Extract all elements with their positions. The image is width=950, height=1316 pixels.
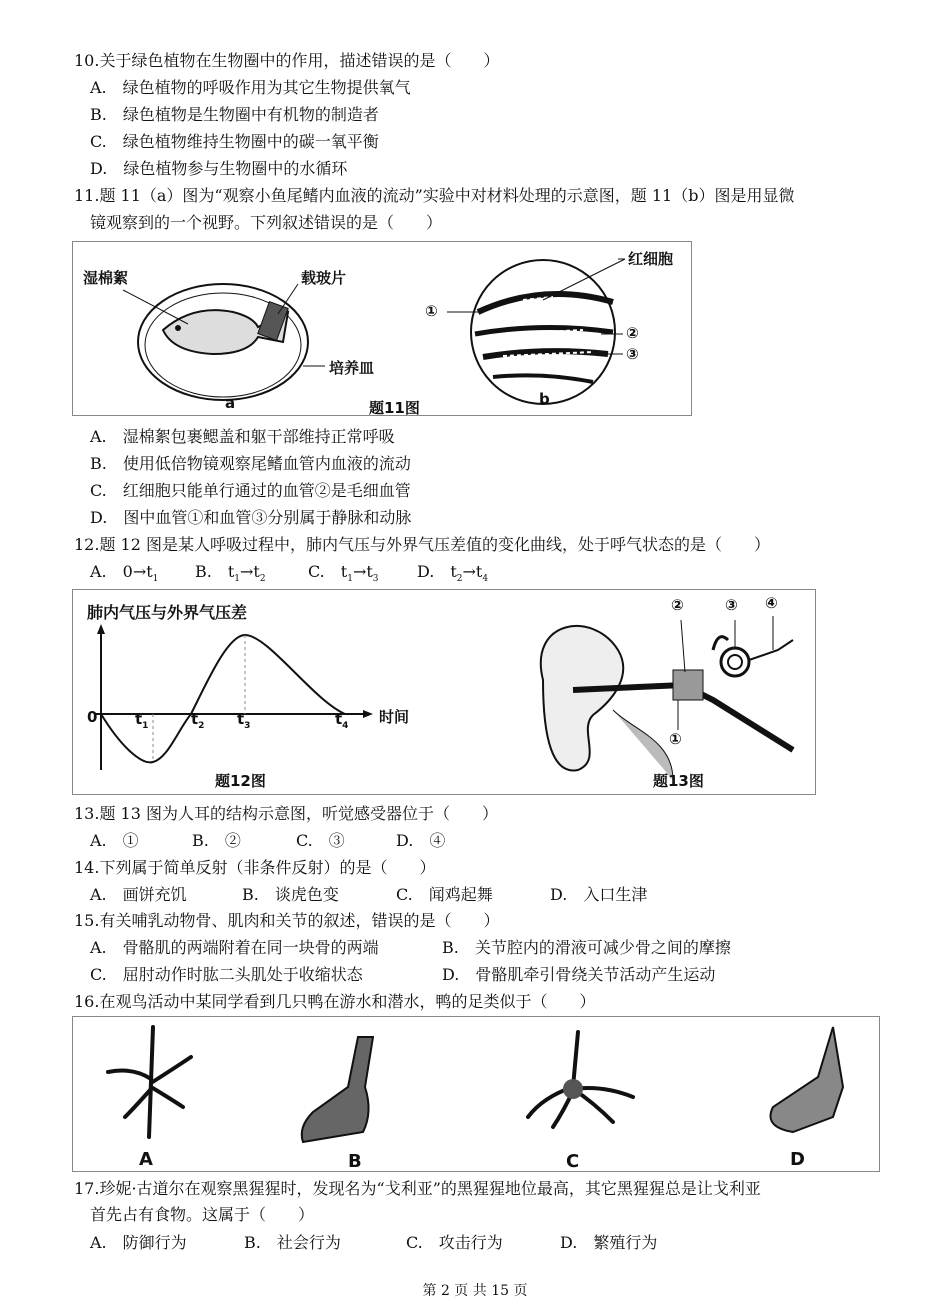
figure-12-t1: $t_1$	[135, 710, 149, 731]
figure-16-label-b: B	[348, 1151, 362, 1172]
label-wet-cotton: 湿棉絮	[83, 269, 129, 287]
q14-option-d: D. 入口生津	[550, 885, 648, 904]
figure-12-13	[72, 589, 816, 795]
q15-option-d: D. 骨骼肌牵引骨绕关节活动产生运动	[442, 965, 716, 984]
figure-11	[72, 241, 692, 416]
q17-option-a: A. 防御行为	[90, 1233, 187, 1252]
figure-16-label-d: D	[790, 1149, 805, 1170]
q15-option-c: C. 屈肘动作时肱二头肌处于收缩状态	[90, 965, 363, 984]
figure-13-label-3: ③	[725, 596, 738, 614]
q14-option-c: C. 闻鸡起舞	[396, 885, 493, 904]
figure-13-caption: 题13图	[653, 772, 704, 790]
q15-options-row1	[90, 937, 870, 959]
q11-option-b: B. 使用低倍物镜观察尾鳍血管内血液的流动	[90, 454, 411, 473]
q11-stem-line1: 11.题 11（a）图为“观察小鱼尾鳍内血液的流动”实验中对材料处理的示意图，题 11（b）图是用显微	[74, 186, 795, 205]
q10-option-a: A. 绿色植物的呼吸作用为其它生物提供氧气	[90, 78, 411, 97]
q10-option-d: D. 绿色植物参与生物圈中的水循环	[90, 159, 348, 178]
q15-stem: 15.有关哺乳动物骨、肌肉和关节的叙述，错误的是（ ）	[74, 911, 500, 930]
q12-stem: 12.题 12 图是某人呼吸过程中，肺内气压与外界气压差值的变化曲线，处于呼气状态的是（ ）	[74, 535, 770, 554]
figure-12-ylabel: 肺内气压与外界气压差	[87, 603, 248, 622]
q14-option-a: A. 画饼充饥	[90, 885, 187, 904]
label-vessel-3: ③	[626, 345, 639, 363]
label-b: b	[539, 390, 550, 408]
q15-option-b: B. 关节腔内的滑液可减少骨之间的摩擦	[442, 938, 731, 957]
label-a: a	[225, 394, 236, 412]
figure-12-t2: $t_2$	[191, 710, 205, 731]
q12-option-a: A. $0\to t_1$	[90, 562, 159, 585]
figure-12-origin: 0	[87, 708, 98, 726]
q17-options	[90, 1232, 790, 1254]
q16-stem: 16.在观鸟活动中某同学看到几只鸭在游水和潜水，鸭的足类似于（ ）	[74, 992, 596, 1011]
q15-option-a: A. 骨骼肌的两端附着在同一块骨的两端	[90, 938, 379, 957]
q11-option-a: A. 湿棉絮包裹鳃盖和躯干部维持正常呼吸	[90, 427, 395, 446]
figure-16-label-a: A	[139, 1149, 153, 1170]
q14-options	[90, 884, 790, 906]
q13-option-c: C. ③	[296, 831, 345, 850]
q13-options	[90, 830, 590, 852]
figure-13-label-1: ①	[669, 730, 682, 748]
label-vessel-1: ①	[425, 302, 438, 320]
q11-option-d: D. 图中血管①和血管③分别属于静脉和动脉	[90, 508, 412, 527]
label-slide: 载玻片	[301, 269, 347, 287]
figure-12-xlabel: 时间	[379, 708, 410, 726]
page-footer: 第 2 页 共 15 页	[422, 1283, 528, 1299]
q12-option-d: D. $t_2\to t_4$	[417, 562, 489, 585]
q13-option-b: B. ②	[192, 831, 241, 850]
figure-11-drawing	[73, 242, 691, 415]
label-red-blood-cell: 红细胞	[628, 250, 674, 268]
figure-16	[72, 1016, 880, 1172]
label-dish: 培养皿	[329, 359, 375, 377]
q15-options-row2	[90, 964, 870, 986]
q11-stem-line2: 镜观察到的一个视野。下列叙述错误的是（ ）	[90, 213, 443, 232]
figure-16-drawing	[73, 1017, 879, 1171]
q10-option-c: C. 绿色植物维持生物圈中的碳一氧平衡	[90, 132, 379, 151]
figure-12-t3: $t_3$	[237, 710, 251, 731]
q17-stem-line2: 首先占有食物。这属于（ ）	[90, 1205, 315, 1224]
q17-stem-line1: 17.珍妮·古道尔在观察黑猩猩时，发现名为“戈利亚”的黑猩猩地位最高，其它黑猩猩总是让戈利亚	[74, 1179, 761, 1198]
figure-16-label-c: C	[566, 1151, 580, 1172]
q17-option-b: B. 社会行为	[244, 1233, 341, 1252]
q11-option-c: C. 红细胞只能单行通过的血管②是毛细血管	[90, 481, 411, 500]
figure-11-caption: 题11图	[369, 399, 420, 417]
q10-stem: 10.关于绿色植物在生物圈中的作用，描述错误的是（ ）	[74, 51, 500, 70]
q12-option-c: C. $t_1\to t_3$	[308, 562, 379, 585]
q17-option-d: D. 繁殖行为	[560, 1233, 658, 1252]
q10-option-b: B. 绿色植物是生物圈中有机物的制造者	[90, 105, 379, 124]
figure-12-t4: $t_4$	[335, 710, 349, 731]
label-vessel-2: ②	[626, 324, 639, 342]
figure-13-label-4: ④	[765, 594, 778, 612]
figure-12-caption: 题12图	[215, 772, 266, 790]
q12-option-b: B. $t_1\to t_2$	[195, 562, 266, 585]
q14-option-b: B. 谈虎色变	[242, 885, 339, 904]
q13-option-d: D. ④	[396, 831, 446, 850]
q14-stem: 14.下列属于简单反射（非条件反射）的是（ ）	[74, 858, 436, 877]
figure-13-label-2: ②	[671, 596, 684, 614]
q17-option-c: C. 攻击行为	[406, 1233, 503, 1252]
q13-stem: 13.题 13 图为人耳的结构示意图，听觉感受器位于（ ）	[74, 804, 498, 823]
q13-option-a: A. ①	[90, 831, 139, 850]
q12-options	[90, 561, 590, 583]
